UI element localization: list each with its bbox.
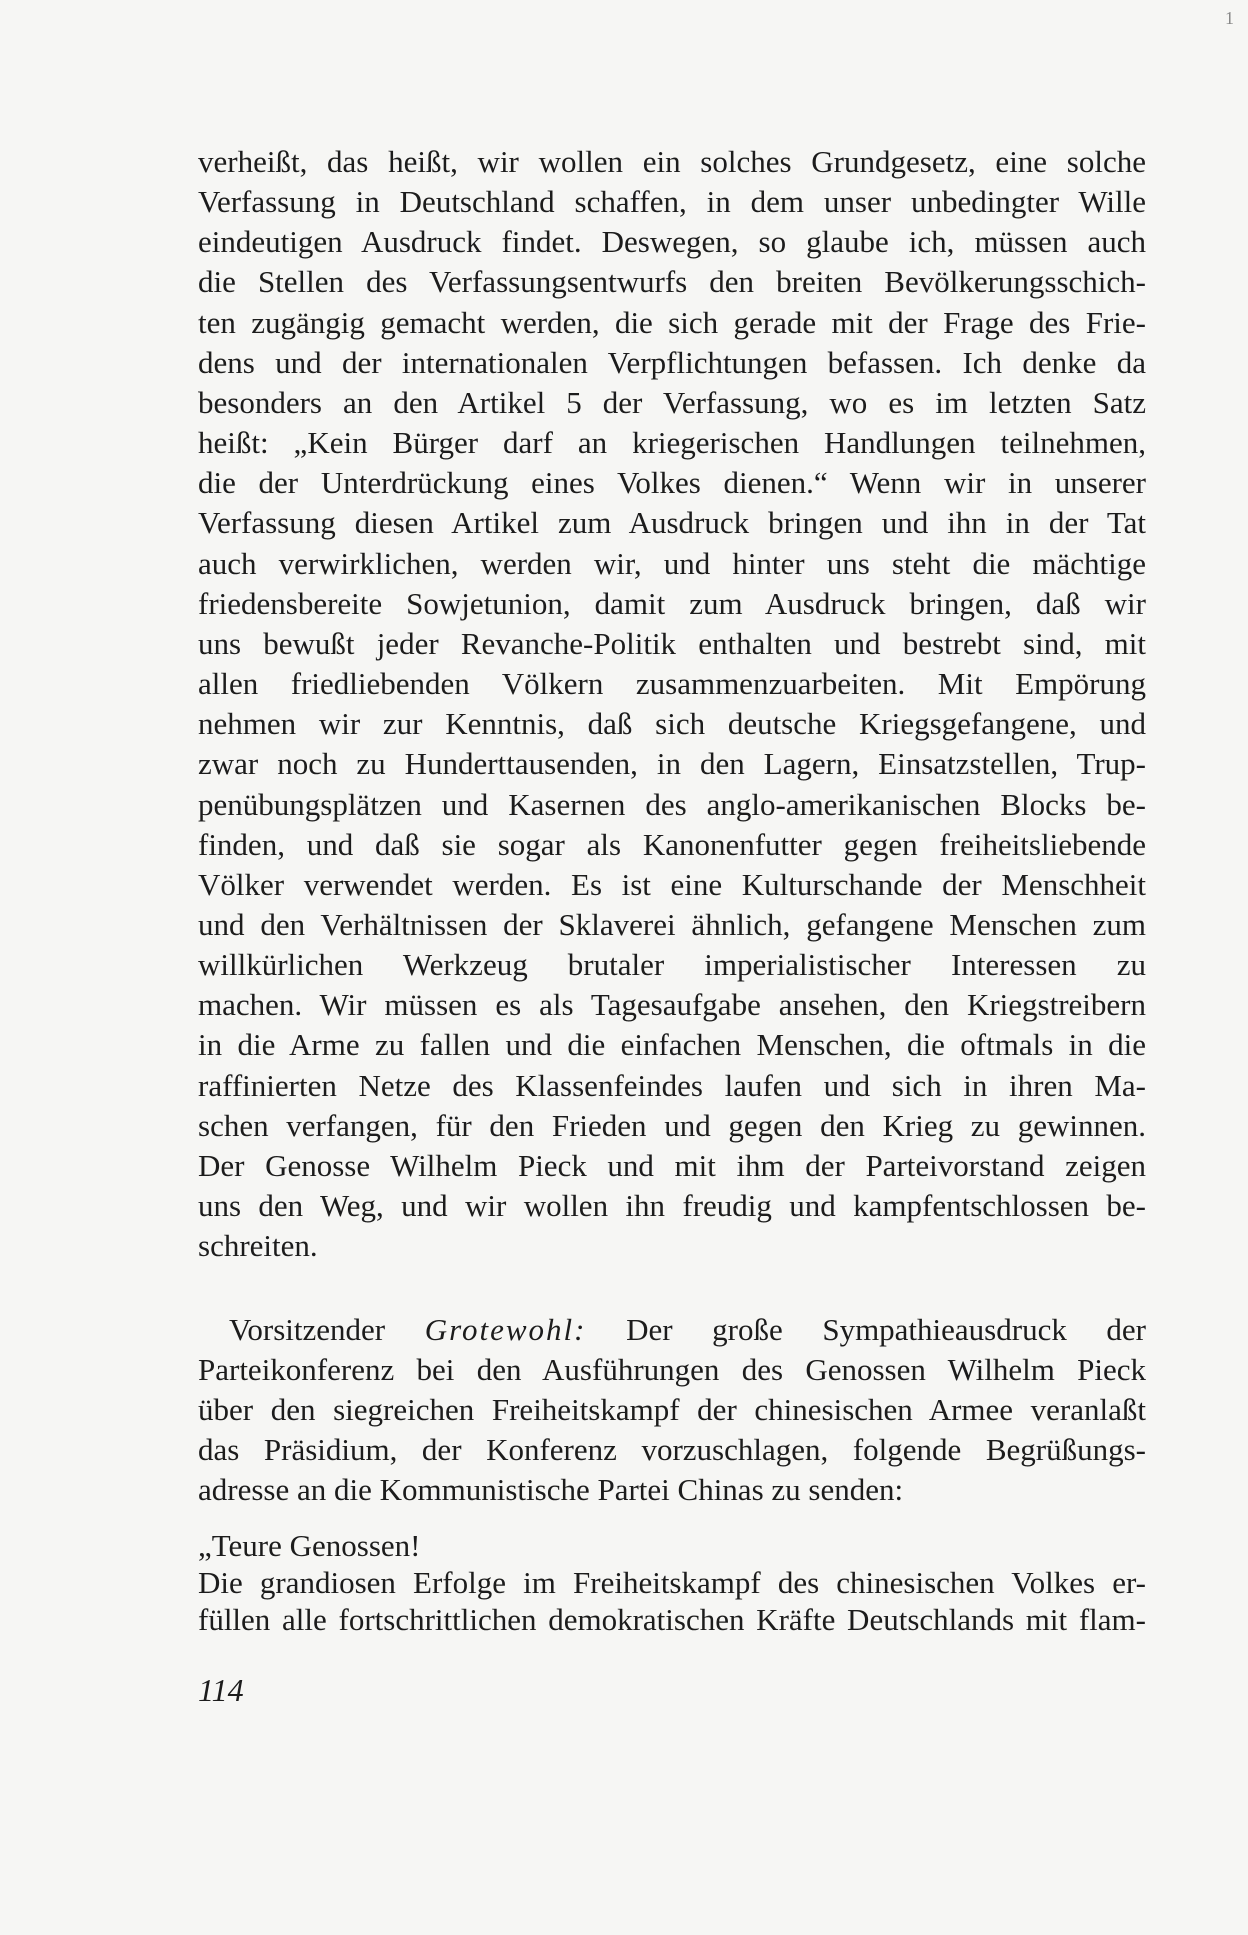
text-line: dens und der internationalen Verpflichtungen befassen. Ich denke da: [198, 344, 1146, 380]
text-line: allen friedliebenden Völkern zusammenzuarbeiten. Mit Empörung: [198, 666, 1146, 702]
text-line: Der Genosse Wilhelm Pieck und mit ihm der Parteivorstand zeigen: [198, 1147, 1146, 1183]
body-paragraph-2: [198, 1310, 1146, 1510]
text-line: auch verwirklichen, werden wir, und hinter uns steht die mächtige: [198, 545, 1146, 581]
text-line: die Stellen des Verfassungsentwurfs den breiten Bevölkerungsschich-: [198, 264, 1146, 300]
corner-mark: 1: [1225, 8, 1234, 28]
speaker-prefix: Vorsitzender: [229, 1312, 425, 1347]
text-line: uns den Weg, und wir wollen ihn freudig und kampfentschlossen be-: [198, 1188, 1146, 1224]
page-number: 114: [198, 1672, 244, 1708]
text-line: über den siegreichen Freiheitskampf der chinesischen Armee veranlaßt: [198, 1392, 1146, 1427]
body-paragraph-1: [198, 142, 1146, 1266]
text-line: machen. Wir müssen es als Tagesaufgabe ansehen, den Kriegstreibern: [198, 987, 1146, 1023]
text-line: penübungsplätzen und Kasernen des anglo-amerikanischen Blocks be-: [198, 786, 1146, 822]
text-line: zwar noch zu Hunderttausenden, in den Lagern, Einsatzstellen, Trup-: [198, 746, 1146, 782]
text-line: Verfassung diesen Artikel zum Ausdruck bringen und ihn in der Tat: [198, 505, 1146, 541]
text-line: füllen alle fortschrittlichen demokratischen Kräfte Deutschlands mit flam-: [198, 1602, 1146, 1637]
text-line: das Präsidium, der Konferenz vorzuschlagen, folgende Begrüßungs-: [198, 1432, 1146, 1467]
text-line: heißt: „Kein Bürger darf an kriegerischen Handlungen teilnehmen,: [198, 425, 1146, 461]
text-line: eindeutigen Ausdruck findet. Deswegen, so glaube ich, müssen auch: [198, 224, 1146, 260]
text-line: besonders an den Artikel 5 der Verfassung, wo es im letzten Satz: [198, 384, 1146, 420]
text-line: adresse an die Kommunistische Partei Chinas zu senden:: [198, 1472, 904, 1507]
letter-salutation: „Teure Genossen!: [198, 1528, 421, 1563]
text-line: und den Verhältnissen der Sklaverei ähnlich, gefangene Menschen zum: [198, 906, 1146, 942]
text-line: willkürlichen Werkzeug brutaler imperialistischer Interessen zu: [198, 947, 1146, 983]
text-line: Völker verwendet werden. Es ist eine Kulturschande der Menschheit: [198, 866, 1146, 902]
text-line: nehmen wir zur Kenntnis, daß sich deutsche Kriegsgefangene, und: [198, 706, 1146, 742]
text-line: Die grandiosen Erfolge im Freiheitskampf des chinesischen Volkes er-: [198, 1565, 1146, 1600]
greeting-letter: [198, 1527, 1146, 1638]
text-line: verheißt, das heißt, wir wollen ein solches Grundgesetz, eine solche: [198, 144, 1146, 179]
text-line: ten zugängig gemacht werden, die sich gerade mit der Frage des Frie-: [198, 304, 1146, 340]
text-line: Parteikonferenz bei den Ausführungen des Genossen Wilhelm Pieck: [198, 1352, 1146, 1387]
text-line: schreiten.: [198, 1228, 318, 1264]
text-line: uns bewußt jeder Revanche-Politik enthalten und bestrebt sind, mit: [198, 625, 1146, 661]
text-line: Verfassung in Deutschland schaffen, in dem unser unbedingter Wille: [198, 184, 1146, 220]
text-line: schen verfangen, für den Frieden und gegen den Krieg zu gewinnen.: [198, 1107, 1146, 1143]
speaker-line: [198, 1310, 1146, 1350]
text-line: in die Arme zu fallen und die einfachen Menschen, die oftmals in die: [198, 1027, 1146, 1063]
text-line: friedensbereite Sowjetunion, damit zum Ausdruck bringen, daß wir: [198, 585, 1146, 621]
text-line: die der Unterdrückung eines Volkes dienen.“ Wenn wir in unserer: [198, 465, 1146, 501]
speaker-name: Grotewohl:: [424, 1312, 587, 1347]
text-line: finden, und daß sie sogar als Kanonenfutter gegen freiheitsliebende: [198, 826, 1146, 862]
text-line: raffinierten Netze des Klassenfeindes laufen und sich in ihren Ma-: [198, 1067, 1146, 1103]
speaker-line-rest: Der große Sympathieausdruck der: [586, 1312, 1147, 1347]
